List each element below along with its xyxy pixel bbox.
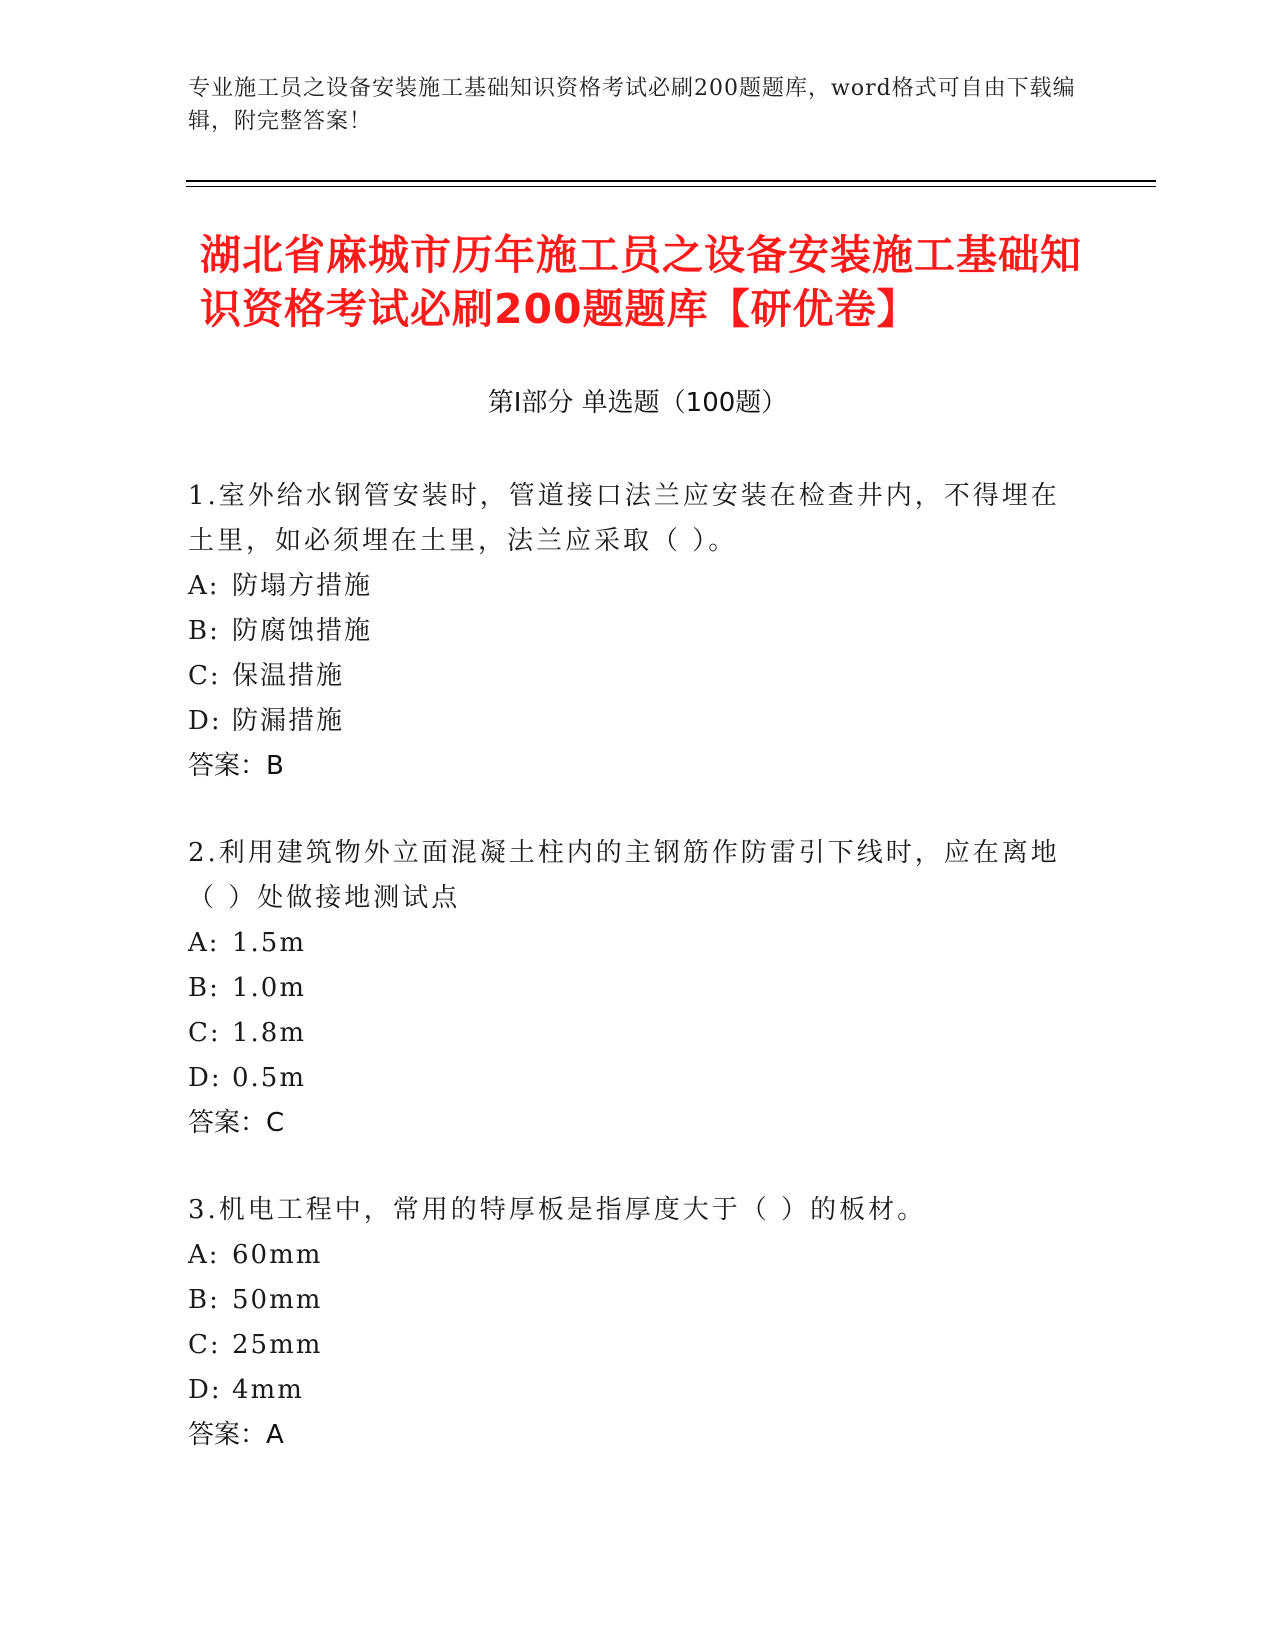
option-key: A: [188,928,220,958]
option-text: 防腐蚀措施 [232,616,373,646]
option-text: 1.5m [232,928,307,958]
option-text: 防漏措施 [232,706,345,736]
option-key: B: [188,973,220,1003]
question-stem: 1.室外给水钢管安装时，管道接口法兰应安装在检查井内，不得埋在土里，如必须埋在土里，法兰应采取（ ）。 [188,481,1060,556]
option-text: 4mm [232,1375,304,1405]
option-c [188,654,1068,699]
question-2 [188,831,1068,1146]
option-key: D: [188,706,222,736]
option-key: C: [188,1018,221,1048]
option-b [188,1278,1068,1323]
answer-label: 答案：A [188,1420,284,1450]
option-key: C: [188,661,221,691]
section-title: 第Ⅰ部分 单选题（100题） [487,388,788,418]
option-a [188,564,1068,609]
option-b [188,609,1068,654]
option-key: D: [188,1063,222,1093]
option-key: A: [188,571,220,601]
option-key: D: [188,1375,222,1405]
question-3 [188,1188,1068,1458]
option-text: 1.0m [232,973,307,1003]
option-text: 防塌方措施 [232,571,373,601]
option-a [188,921,1068,966]
option-c [188,1011,1068,1056]
answer-label: 答案：B [188,751,284,781]
option-d [188,1056,1068,1101]
option-a [188,1233,1068,1278]
header-note: 专业施工员之设备安装施工基础知识资格考试必刷200题题库，word格式可自由下载编辑，附完整答案！ [188,76,1076,134]
header-divider-thin [186,186,1156,187]
option-b [188,966,1068,1011]
option-text: 50mm [232,1285,323,1315]
option-key: C: [188,1330,221,1360]
option-key: B: [188,1285,220,1315]
document-title: 湖北省麻城市历年施工员之设备安装施工基础知识资格考试必刷200题题库【研优卷】 [200,231,1082,333]
option-d [188,699,1068,744]
header-divider-thick [186,180,1156,182]
question-stem: 3.机电工程中，常用的特厚板是指厚度大于（ ）的板材。 [188,1195,927,1225]
option-d [188,1368,1068,1413]
option-key: B: [188,616,220,646]
answer-label: 答案：C [188,1108,285,1138]
option-text: 25mm [232,1330,323,1360]
option-text: 60mm [232,1240,323,1270]
question-list [188,474,1068,1500]
option-text: 保温措施 [232,661,345,691]
option-c [188,1323,1068,1368]
option-text: 1.8m [232,1018,307,1048]
option-text: 0.5m [232,1063,307,1093]
question-stem: 2.利用建筑物外立面混凝土柱内的主钢筋作防雷引下线时，应在离地（ ）处做接地测试点 [188,838,1060,913]
option-key: A: [188,1240,220,1270]
question-1 [188,474,1068,789]
